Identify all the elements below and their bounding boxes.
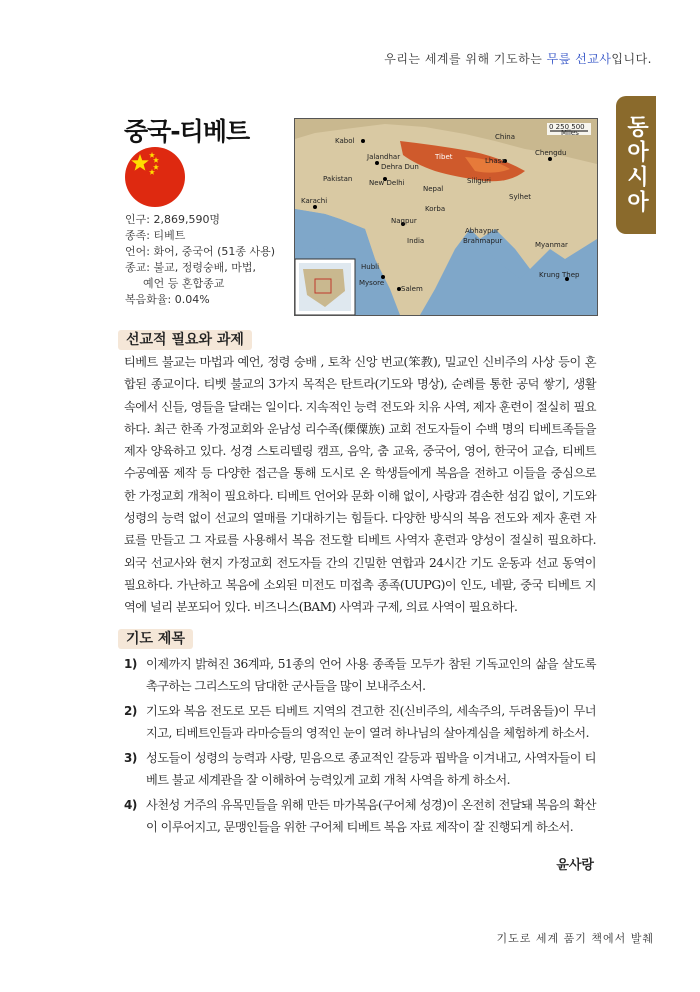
prayer-number: 4)	[124, 798, 137, 812]
map-label-tibet: Tibet	[435, 153, 453, 161]
map-label-india: India	[407, 237, 425, 245]
prayer-text: 성도들이 성령의 능력과 사랑, 믿음으로 종교적인 갈등과 핍박을 이겨내고, 사역자들이 티베트 불교 세계관을 잘 이해하여 능력있게 교회 개척 사역을 하게 하소서.	[146, 751, 596, 787]
needs-heading: 선교적 필요와 과제	[118, 330, 252, 350]
map-label-newdelhi: New Delhi	[369, 179, 405, 187]
map-label-brahmapur: Brahmapur	[463, 237, 503, 245]
map-label-dehradun: Dehra Dun	[381, 163, 419, 171]
stat-evangelical: 복음화율: 0.04%	[125, 293, 210, 306]
map-label-salem: Salem	[401, 285, 423, 293]
map-label-lhasa: Lhasa	[485, 157, 506, 165]
prayer-text: 이제까지 밝혀진 36계파, 51종의 언어 사용 종족들 모두가 참된 기독교인의 삶을 살도록 촉구하는 그리스도의 담대한 군사들을 많이 보내주소서.	[146, 657, 596, 693]
motto-text-end: 입니다.	[611, 52, 652, 66]
china-flag-icon	[124, 146, 186, 208]
prayer-text: 사천성 거주의 유목민들을 위해 만든 마가복음(구어체 성경)이 온전히 전달돼 복음의 확산이 이루어지고, 문맹인들을 위한 구어체 티베트 복음 자료 제작이 잘 진행되게 하소서.	[146, 798, 596, 834]
map-svg	[295, 119, 597, 315]
map-label-krungthep: Krung Thep	[539, 271, 580, 279]
map-label-sylhet: Sylhet	[509, 193, 532, 201]
stat-religion-cont: 예언 등 혼합종교	[143, 277, 225, 290]
map-label-karachi: Karachi	[301, 197, 328, 205]
map-label-chengdu: Chengdu	[535, 149, 567, 157]
motto-text: 우리는 세계를 위해 기도하는	[384, 52, 547, 66]
map-label-mysore: Mysore	[359, 279, 385, 287]
map-label-pakistan: Pakistan	[323, 175, 353, 183]
header-motto	[384, 50, 652, 67]
prayer-item	[124, 748, 596, 791]
prayer-text: 기도와 복음 전도로 모든 티베트 지역의 견고한 진(신비주의, 세속주의, 두려움들)이 무너지고, 티베트인들과 라마승들의 영적인 눈이 열려 하나님의 살아계심을 체험하게 하소서.	[146, 704, 596, 740]
footer-note: 기도로 세계 품기 책에서 발췌	[496, 932, 654, 945]
prayer-number: 3)	[124, 751, 137, 765]
map-label-jalandhar: Jalandhar	[367, 153, 401, 161]
map-label-nepal: Nepal	[423, 185, 444, 193]
prayer-number: 1)	[124, 657, 137, 671]
country-title: 중국-티베트	[124, 117, 250, 146]
prayer-heading: 기도 제목	[118, 629, 193, 649]
country-stats	[125, 212, 295, 308]
prayer-list	[124, 654, 596, 842]
prayer-item	[124, 795, 596, 838]
map-label-nagpur: Nagpur	[391, 217, 417, 225]
map-label-kabol: Kabol	[335, 137, 355, 145]
stat-language: 언어: 화어, 중국어 (51종 사용)	[125, 245, 276, 258]
map-label-myanmar: Myanmar	[535, 241, 568, 249]
needs-body: 티베트 불교는 마법과 예언, 정령 숭배 , 토착 신앙 번교(笨教), 밀교인 신비주의 사상 등이 혼합된 종교이다. 티벳 불교의 3가지 목적은 탄트라(기도와 명상), 순례를 통한 공덕 쌓기, 생활 속에서 신들, 영들을 달래는 일이다. 지속적인 능력 전도와 치유 사역, 제자 훈련이 절실히 필요하다. 최근 한족 가정교회와 운남성 리수족(傈僳族) 교회 전도자들이 수백 명의 티베트족들을 제자 양육하고 있다. 성경 스토리텔링 캠프, 음악, 춤 교육, 중국어, 영어, 한국어 교습, 티베트 수공예품 제작 등 다양한 접근을 통해 도시로 온 학생들에게 복음을 전하고 이들을 중심으로 한 가정교회 개척이 필요하다. 티베트 언어와 문화 이해 없이, 사랑과 겸손한 섬김 없이, 기도와 성령의 능력 없이 선교의 열매를 기대하기는 힘들다. 다양한 방식의 복음 전도와 제자 훈련 자료를 만들고 그 자료를 사용해서 복음 전도할 티베트 사역자 훈련과 양성이 절실히 필요하다. 외국 선교사와 현지 가정교회 전도자들 간의 긴밀한 연합과 24시간 기도 운동과 선교 동역이 필요하다. 가난하고 복음에 소외된 미전도 미접촉 종족(UUPG)이 인도, 네팔, 중국 티베트 지역에 널리 분포되어 있다. 비즈니스(BAM) 사역과 구제, 의료 사역이 필요하다.	[124, 355, 596, 615]
stat-population: 인구: 2,869,590명	[125, 213, 221, 226]
prayer-item	[124, 701, 596, 744]
motto-highlight: 무릎 선교사	[546, 52, 612, 66]
map-label-china: China	[495, 133, 515, 141]
map-label-siliguri: Siliguri	[467, 177, 491, 185]
prayer-number: 2)	[124, 704, 137, 718]
map-scale-unit: Miles	[561, 129, 579, 137]
map-label-korba: Korba	[425, 205, 446, 213]
stat-ethnic: 종족: 티베트	[125, 229, 186, 242]
region-tab	[616, 96, 656, 234]
author-name: 윤사랑	[556, 858, 594, 873]
map-label-hubli: Hubli	[361, 263, 380, 271]
map-scale: 0 250 500	[549, 123, 585, 131]
map-label-abhaypur: Abhaypur	[465, 227, 499, 235]
region-map	[294, 118, 598, 316]
prayer-item	[124, 654, 596, 697]
stat-religion: 종교: 불교, 정령숭배, 마법,	[125, 261, 256, 274]
region-tab-label: 동아시아	[623, 115, 649, 215]
